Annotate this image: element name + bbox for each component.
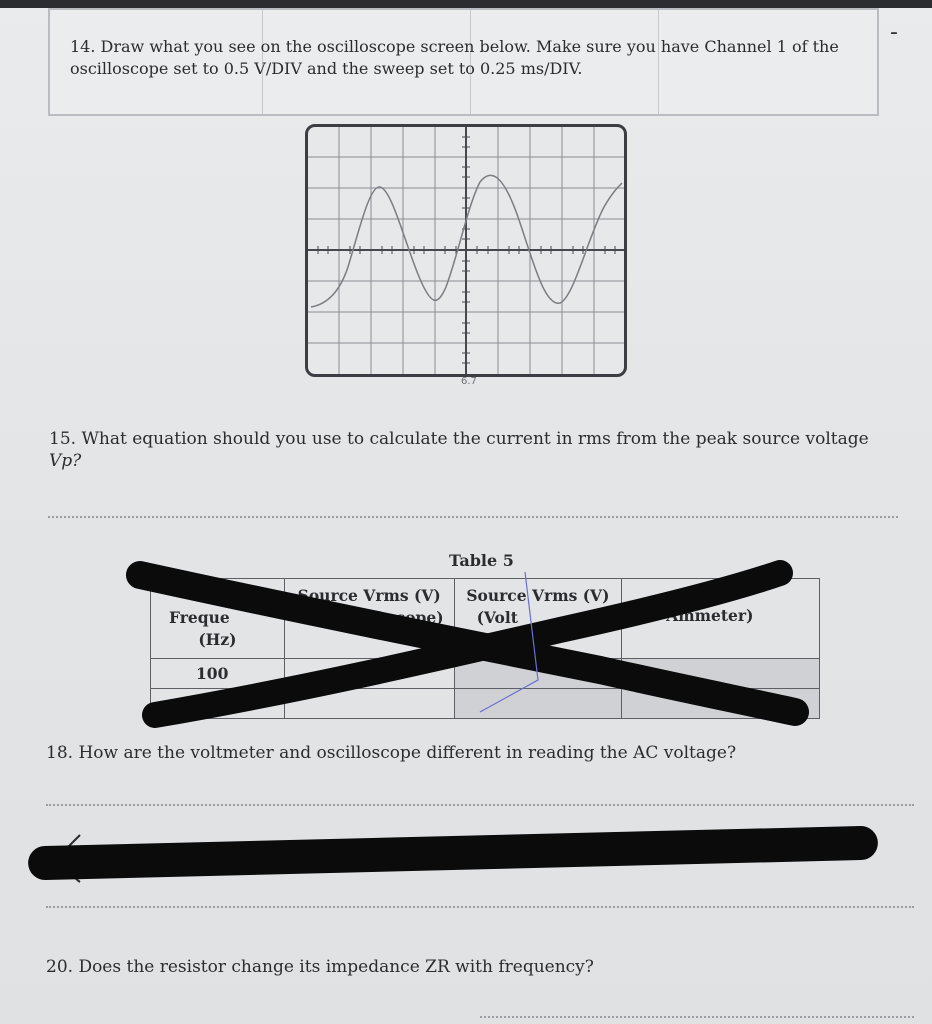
oscilloscope-screen (305, 124, 627, 377)
answer-line-19 (46, 906, 914, 908)
table-cell-frequency: 00 (151, 689, 285, 719)
question-14-line-2: oscilloscope set to 0.5 V/DIV and the sweep set to 0.25 ms/DIV. (70, 59, 583, 78)
oscilloscope-grid (308, 127, 624, 374)
table-row (151, 659, 820, 689)
answer-line-20 (480, 1016, 914, 1018)
table-5-header-ammeter: Ammeter) (622, 579, 820, 659)
table-cell (284, 689, 454, 719)
question-15-line-1: 15. What equation should you use to calculate the current in rms from the peak source voltage (49, 429, 869, 449)
table-cell (284, 659, 454, 689)
question-18-text: 18. How are the voltmeter and oscilloscope different in reading the AC voltage? (46, 743, 737, 763)
answer-line-15 (48, 516, 898, 518)
top-bar (0, 0, 932, 8)
table-5-header-frequency: urce Freque (Hz) (151, 579, 285, 659)
question-14-line-1: 14. Draw what you see on the oscilloscope screen below. Make sure you have Channel 1 of the (70, 37, 839, 56)
table-cell (622, 689, 820, 719)
question-15-line-2: Vp? (49, 451, 82, 471)
table-cell (622, 659, 820, 689)
question-15-text (49, 428, 909, 472)
table-cell-frequency: 100 (151, 659, 285, 689)
redaction-bar (28, 826, 879, 881)
table-cell (454, 689, 622, 719)
table-row (151, 689, 820, 719)
scope-handwritten-mark: 6.7 (461, 376, 477, 387)
question-14-box (48, 8, 879, 116)
answer-line-18 (46, 804, 914, 806)
table-5-title: Table 5 (449, 551, 514, 570)
table-5 (150, 578, 820, 719)
question-20-text: 20. Does the resistor change its impedance ZR with frequency? (46, 957, 594, 977)
corner-mark: - (890, 20, 898, 45)
question-14-text (70, 36, 870, 80)
table-5-header-source-voltmeter: Source Vrms (V) (Volt (454, 579, 622, 659)
table-cell (454, 659, 622, 689)
table-5-header-source-oscilloscope: Source Vrms (V) illoscope) (284, 579, 454, 659)
